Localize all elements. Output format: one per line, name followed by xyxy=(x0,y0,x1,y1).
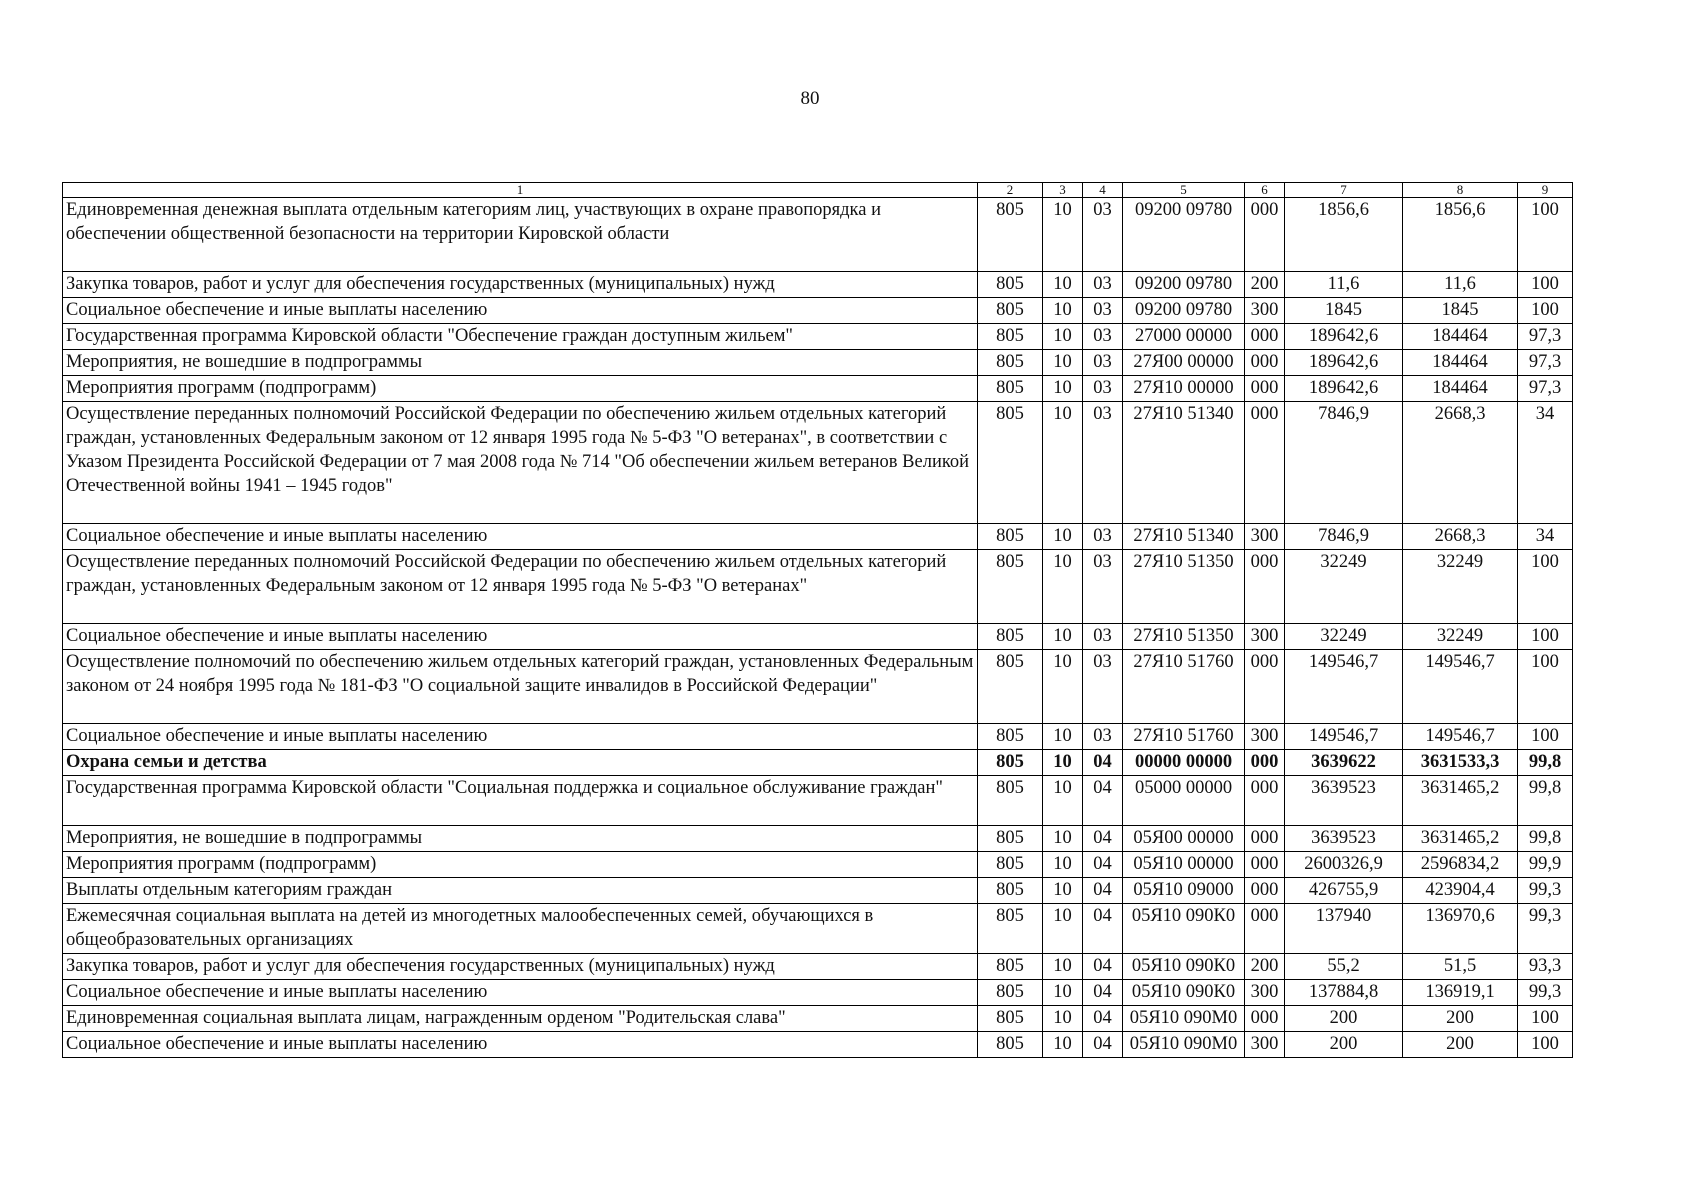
cell-col-5: 27Я10 00000 xyxy=(1123,376,1245,402)
cell-col-2: 805 xyxy=(978,1006,1043,1032)
cell-col-8: 149546,7 xyxy=(1403,650,1518,724)
cell-col-8: 1856,6 xyxy=(1403,198,1518,272)
cell-col-9: 100 xyxy=(1518,624,1573,650)
cell-col-8: 149546,7 xyxy=(1403,724,1518,750)
cell-col-5: 05000 00000 xyxy=(1123,776,1245,826)
cell-col-6: 000 xyxy=(1245,402,1285,524)
cell-col-7: 7846,9 xyxy=(1285,402,1403,524)
cell-name: Государственная программа Кировской области "Социальная поддержка и социальное обслуживание граждан" xyxy=(63,776,978,826)
cell-col-7: 189642,6 xyxy=(1285,350,1403,376)
cell-col-6: 000 xyxy=(1245,650,1285,724)
cell-col-9: 100 xyxy=(1518,1032,1573,1058)
cell-name: Социальное обеспечение и иные выплаты населению xyxy=(63,980,978,1006)
table-row xyxy=(63,852,1573,878)
cell-col-5: 05Я00 00000 xyxy=(1123,826,1245,852)
cell-col-9: 34 xyxy=(1518,402,1573,524)
cell-col-3: 10 xyxy=(1043,298,1083,324)
cell-col-3: 10 xyxy=(1043,376,1083,402)
cell-col-8: 3631465,2 xyxy=(1403,776,1518,826)
cell-col-5: 27Я10 51340 xyxy=(1123,524,1245,550)
cell-col-2: 805 xyxy=(978,350,1043,376)
table-row xyxy=(63,324,1573,350)
cell-col-7: 1845 xyxy=(1285,298,1403,324)
cell-col-6: 300 xyxy=(1245,1032,1285,1058)
cell-col-5: 27Я00 00000 xyxy=(1123,350,1245,376)
cell-col-8: 423904,4 xyxy=(1403,878,1518,904)
cell-col-7: 189642,6 xyxy=(1285,324,1403,350)
cell-col-2: 805 xyxy=(978,402,1043,524)
cell-col-9: 93,3 xyxy=(1518,954,1573,980)
cell-col-3: 10 xyxy=(1043,402,1083,524)
cell-name: Охрана семьи и детства xyxy=(63,750,978,776)
cell-col-9: 100 xyxy=(1518,198,1573,272)
cell-col-3: 10 xyxy=(1043,852,1083,878)
cell-name: Ежемесячная социальная выплата на детей из многодетных малообеспеченных семей, обучающихся в общеобразовательных организациях xyxy=(63,904,978,954)
cell-name: Закупка товаров, работ и услуг для обеспечения государственных (муниципальных) нужд xyxy=(63,272,978,298)
table-row xyxy=(63,750,1573,776)
cell-col-3: 10 xyxy=(1043,550,1083,624)
table-row xyxy=(63,826,1573,852)
cell-col-8: 32249 xyxy=(1403,550,1518,624)
cell-col-8: 200 xyxy=(1403,1006,1518,1032)
cell-col-7: 55,2 xyxy=(1285,954,1403,980)
cell-name: Государственная программа Кировской области "Обеспечение граждан доступным жильем" xyxy=(63,324,978,350)
cell-col-8: 184464 xyxy=(1403,324,1518,350)
cell-col-4: 04 xyxy=(1083,1032,1123,1058)
cell-col-8: 3631465,2 xyxy=(1403,826,1518,852)
cell-col-7: 3639523 xyxy=(1285,776,1403,826)
cell-col-9: 34 xyxy=(1518,524,1573,550)
cell-col-7: 200 xyxy=(1285,1032,1403,1058)
cell-col-7: 1856,6 xyxy=(1285,198,1403,272)
cell-col-3: 10 xyxy=(1043,878,1083,904)
table-row xyxy=(63,1032,1573,1058)
cell-col-6: 300 xyxy=(1245,980,1285,1006)
cell-name: Мероприятия программ (подпрограмм) xyxy=(63,852,978,878)
table-row xyxy=(63,776,1573,826)
cell-col-5: 05Я10 00000 xyxy=(1123,852,1245,878)
cell-col-3: 10 xyxy=(1043,524,1083,550)
table-row xyxy=(63,350,1573,376)
cell-col-4: 03 xyxy=(1083,350,1123,376)
cell-col-7: 189642,6 xyxy=(1285,376,1403,402)
cell-col-8: 200 xyxy=(1403,1032,1518,1058)
cell-col-6: 000 xyxy=(1245,750,1285,776)
table-row xyxy=(63,980,1573,1006)
cell-col-3: 10 xyxy=(1043,1032,1083,1058)
cell-col-5: 05Я10 090К0 xyxy=(1123,954,1245,980)
table-row xyxy=(63,550,1573,624)
cell-col-9: 99,9 xyxy=(1518,852,1573,878)
cell-col-6: 300 xyxy=(1245,298,1285,324)
cell-name: Социальное обеспечение и иные выплаты населению xyxy=(63,524,978,550)
cell-col-5: 05Я10 090М0 xyxy=(1123,1006,1245,1032)
table-header-row xyxy=(63,183,1573,198)
cell-col-2: 805 xyxy=(978,826,1043,852)
cell-col-5: 09200 09780 xyxy=(1123,272,1245,298)
cell-col-9: 100 xyxy=(1518,298,1573,324)
table-row xyxy=(63,1006,1573,1032)
table-row xyxy=(63,878,1573,904)
table-row xyxy=(63,724,1573,750)
cell-col-8: 11,6 xyxy=(1403,272,1518,298)
cell-col-6: 300 xyxy=(1245,524,1285,550)
cell-col-2: 805 xyxy=(978,980,1043,1006)
table-row xyxy=(63,624,1573,650)
cell-col-2: 805 xyxy=(978,776,1043,826)
cell-col-5: 05Я10 090К0 xyxy=(1123,980,1245,1006)
cell-name: Закупка товаров, работ и услуг для обеспечения государственных (муниципальных) нужд xyxy=(63,954,978,980)
cell-col-4: 03 xyxy=(1083,624,1123,650)
cell-col-9: 99,3 xyxy=(1518,878,1573,904)
cell-col-9: 97,3 xyxy=(1518,376,1573,402)
cell-col-6: 000 xyxy=(1245,324,1285,350)
cell-col-7: 7846,9 xyxy=(1285,524,1403,550)
table-body xyxy=(63,183,1573,1058)
cell-col-2: 805 xyxy=(978,1032,1043,1058)
cell-col-2: 805 xyxy=(978,376,1043,402)
cell-name: Мероприятия, не вошедшие в подпрограммы xyxy=(63,350,978,376)
cell-col-3: 10 xyxy=(1043,826,1083,852)
cell-col-6: 200 xyxy=(1245,954,1285,980)
cell-name: Социальное обеспечение и иные выплаты населению xyxy=(63,724,978,750)
cell-col-7: 3639622 xyxy=(1285,750,1403,776)
cell-col-4: 04 xyxy=(1083,980,1123,1006)
cell-col-6: 000 xyxy=(1245,904,1285,954)
cell-col-3: 10 xyxy=(1043,776,1083,826)
cell-col-4: 03 xyxy=(1083,524,1123,550)
cell-col-4: 03 xyxy=(1083,298,1123,324)
page-number: 80 xyxy=(800,88,820,109)
cell-col-3: 10 xyxy=(1043,980,1083,1006)
cell-col-4: 03 xyxy=(1083,650,1123,724)
cell-name: Мероприятия, не вошедшие в подпрограммы xyxy=(63,826,978,852)
cell-col-3: 10 xyxy=(1043,724,1083,750)
cell-col-4: 03 xyxy=(1083,198,1123,272)
cell-col-5: 27Я10 51350 xyxy=(1123,550,1245,624)
cell-col-7: 149546,7 xyxy=(1285,650,1403,724)
cell-col-4: 03 xyxy=(1083,324,1123,350)
cell-col-6: 000 xyxy=(1245,350,1285,376)
cell-col-3: 10 xyxy=(1043,650,1083,724)
cell-col-9: 100 xyxy=(1518,724,1573,750)
table-row xyxy=(63,272,1573,298)
cell-col-9: 99,8 xyxy=(1518,826,1573,852)
cell-col-6: 000 xyxy=(1245,852,1285,878)
budget-table xyxy=(62,182,1573,1058)
cell-col-6: 000 xyxy=(1245,198,1285,272)
cell-name: Осуществление полномочий по обеспечению жильем отдельных категорий граждан, установленных Федеральным законом от 24 ноября 1995 года № 181-ФЗ "О социальной защите инвалидов в Российской Федерации" xyxy=(63,650,978,724)
cell-col-6: 000 xyxy=(1245,550,1285,624)
cell-col-8: 32249 xyxy=(1403,624,1518,650)
cell-col-4: 03 xyxy=(1083,550,1123,624)
cell-col-2: 805 xyxy=(978,878,1043,904)
cell-col-9: 99,8 xyxy=(1518,776,1573,826)
cell-col-8: 184464 xyxy=(1403,376,1518,402)
cell-col-4: 03 xyxy=(1083,724,1123,750)
cell-name: Единовременная социальная выплата лицам, награжденным орденом "Родительская слава" xyxy=(63,1006,978,1032)
cell-name: Осуществление переданных полномочий Российской Федерации по обеспечению жильем отдельных категорий граждан, установленных Федеральным законом от 12 января 1995 года № 5-ФЗ "О ветеранах", в соответствии с Указом Президента Российской Федерации от 7 мая 2008 года № 714 "Об обеспечении жильем ветеранов Великой Отечественной войны 1941 – 1945 годов" xyxy=(63,402,978,524)
table-row xyxy=(63,524,1573,550)
cell-col-8: 2596834,2 xyxy=(1403,852,1518,878)
cell-col-9: 100 xyxy=(1518,550,1573,624)
cell-name: Социальное обеспечение и иные выплаты населению xyxy=(63,298,978,324)
cell-col-3: 10 xyxy=(1043,272,1083,298)
cell-col-2: 805 xyxy=(978,904,1043,954)
cell-col-3: 10 xyxy=(1043,198,1083,272)
cell-col-4: 03 xyxy=(1083,376,1123,402)
cell-col-4: 03 xyxy=(1083,272,1123,298)
cell-col-9: 99,3 xyxy=(1518,980,1573,1006)
cell-col-4: 04 xyxy=(1083,750,1123,776)
cell-col-8: 136970,6 xyxy=(1403,904,1518,954)
cell-col-5: 27Я10 51760 xyxy=(1123,650,1245,724)
cell-name: Выплаты отдельным категориям граждан xyxy=(63,878,978,904)
cell-col-2: 805 xyxy=(978,198,1043,272)
cell-col-9: 97,3 xyxy=(1518,350,1573,376)
cell-col-2: 805 xyxy=(978,272,1043,298)
cell-col-3: 10 xyxy=(1043,904,1083,954)
cell-col-7: 3639523 xyxy=(1285,826,1403,852)
cell-col-3: 10 xyxy=(1043,1006,1083,1032)
table-row xyxy=(63,376,1573,402)
cell-col-7: 11,6 xyxy=(1285,272,1403,298)
cell-col-6: 000 xyxy=(1245,878,1285,904)
header-cell: 5 xyxy=(1123,183,1245,198)
cell-col-7: 200 xyxy=(1285,1006,1403,1032)
header-cell: 2 xyxy=(978,183,1043,198)
cell-col-8: 51,5 xyxy=(1403,954,1518,980)
cell-col-5: 00000 00000 xyxy=(1123,750,1245,776)
cell-col-2: 805 xyxy=(978,650,1043,724)
cell-col-2: 805 xyxy=(978,324,1043,350)
cell-col-6: 000 xyxy=(1245,376,1285,402)
cell-col-9: 99,8 xyxy=(1518,750,1573,776)
cell-col-9: 99,3 xyxy=(1518,904,1573,954)
cell-col-7: 137884,8 xyxy=(1285,980,1403,1006)
cell-col-2: 805 xyxy=(978,550,1043,624)
cell-col-7: 426755,9 xyxy=(1285,878,1403,904)
cell-col-4: 04 xyxy=(1083,904,1123,954)
cell-col-5: 05Я10 090К0 xyxy=(1123,904,1245,954)
header-cell: 4 xyxy=(1083,183,1123,198)
cell-col-8: 2668,3 xyxy=(1403,524,1518,550)
table-row xyxy=(63,650,1573,724)
cell-col-5: 05Я10 090М0 xyxy=(1123,1032,1245,1058)
header-cell: 7 xyxy=(1285,183,1403,198)
cell-col-2: 805 xyxy=(978,524,1043,550)
cell-col-6: 000 xyxy=(1245,1006,1285,1032)
cell-col-9: 100 xyxy=(1518,272,1573,298)
header-cell: 1 xyxy=(63,183,978,198)
cell-col-4: 04 xyxy=(1083,1006,1123,1032)
cell-col-8: 3631533,3 xyxy=(1403,750,1518,776)
cell-col-8: 1845 xyxy=(1403,298,1518,324)
cell-col-4: 04 xyxy=(1083,852,1123,878)
cell-col-2: 805 xyxy=(978,298,1043,324)
cell-col-4: 04 xyxy=(1083,826,1123,852)
header-cell: 8 xyxy=(1403,183,1518,198)
cell-name: Мероприятия программ (подпрограмм) xyxy=(63,376,978,402)
cell-col-9: 100 xyxy=(1518,1006,1573,1032)
cell-name: Социальное обеспечение и иные выплаты населению xyxy=(63,1032,978,1058)
table-row xyxy=(63,904,1573,954)
cell-col-2: 805 xyxy=(978,624,1043,650)
cell-name: Социальное обеспечение и иные выплаты населению xyxy=(63,624,978,650)
cell-col-5: 27Я10 51760 xyxy=(1123,724,1245,750)
cell-col-7: 32249 xyxy=(1285,624,1403,650)
cell-col-8: 136919,1 xyxy=(1403,980,1518,1006)
cell-col-8: 2668,3 xyxy=(1403,402,1518,524)
cell-col-2: 805 xyxy=(978,954,1043,980)
cell-col-5: 27000 00000 xyxy=(1123,324,1245,350)
cell-col-7: 2600326,9 xyxy=(1285,852,1403,878)
cell-col-3: 10 xyxy=(1043,750,1083,776)
table-row xyxy=(63,298,1573,324)
cell-col-7: 149546,7 xyxy=(1285,724,1403,750)
cell-col-3: 10 xyxy=(1043,324,1083,350)
cell-col-3: 10 xyxy=(1043,624,1083,650)
header-cell: 6 xyxy=(1245,183,1285,198)
cell-col-4: 04 xyxy=(1083,878,1123,904)
cell-col-7: 137940 xyxy=(1285,904,1403,954)
cell-col-6: 000 xyxy=(1245,826,1285,852)
cell-col-9: 97,3 xyxy=(1518,324,1573,350)
cell-col-6: 300 xyxy=(1245,624,1285,650)
table-row xyxy=(63,402,1573,524)
header-cell: 3 xyxy=(1043,183,1083,198)
cell-col-4: 04 xyxy=(1083,954,1123,980)
cell-col-5: 27Я10 51340 xyxy=(1123,402,1245,524)
cell-col-6: 300 xyxy=(1245,724,1285,750)
cell-name: Единовременная денежная выплата отдельным категориям лиц, участвующих в охране правопорядка и обеспечении общественной безопасности на территории Кировской области xyxy=(63,198,978,272)
cell-col-5: 09200 09780 xyxy=(1123,198,1245,272)
cell-name: Осуществление переданных полномочий Российской Федерации по обеспечению жильем отдельных категорий граждан, установленных Федеральным законом от 12 января 1995 года № 5-ФЗ "О ветеранах" xyxy=(63,550,978,624)
cell-col-6: 000 xyxy=(1245,776,1285,826)
cell-col-3: 10 xyxy=(1043,350,1083,376)
table-row xyxy=(63,198,1573,272)
cell-col-5: 27Я10 51350 xyxy=(1123,624,1245,650)
cell-col-2: 805 xyxy=(978,724,1043,750)
cell-col-2: 805 xyxy=(978,750,1043,776)
header-cell: 9 xyxy=(1518,183,1573,198)
cell-col-2: 805 xyxy=(978,852,1043,878)
cell-col-5: 05Я10 09000 xyxy=(1123,878,1245,904)
cell-col-4: 04 xyxy=(1083,776,1123,826)
cell-col-6: 200 xyxy=(1245,272,1285,298)
cell-col-8: 184464 xyxy=(1403,350,1518,376)
cell-col-7: 32249 xyxy=(1285,550,1403,624)
cell-col-5: 09200 09780 xyxy=(1123,298,1245,324)
cell-col-3: 10 xyxy=(1043,954,1083,980)
cell-col-9: 100 xyxy=(1518,650,1573,724)
table-row xyxy=(63,954,1573,980)
cell-col-4: 03 xyxy=(1083,402,1123,524)
